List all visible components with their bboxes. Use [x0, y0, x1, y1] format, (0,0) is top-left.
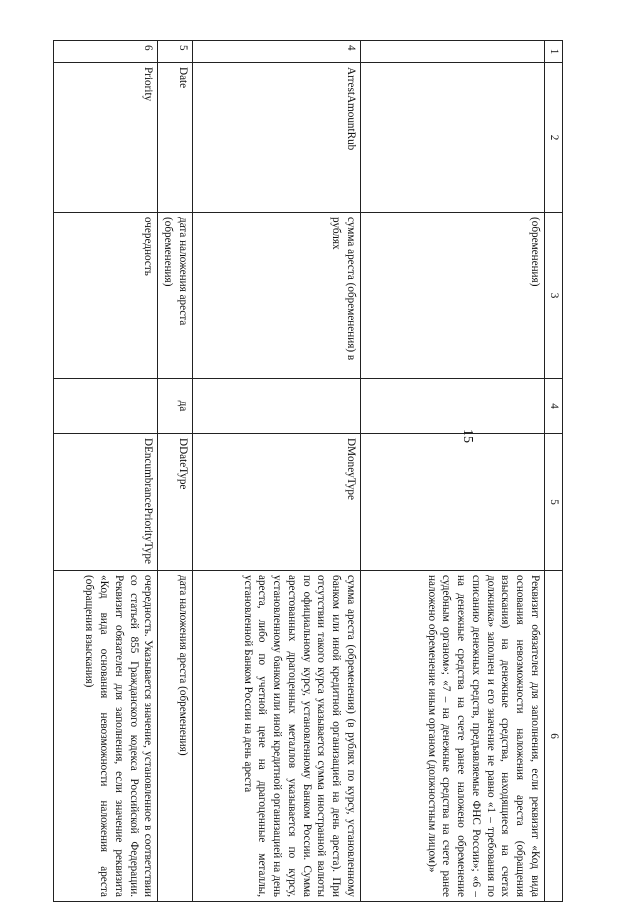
requisite-required [193, 379, 361, 434]
requisite-description: очередность [54, 213, 158, 379]
header-cell-4: 4 [545, 379, 563, 434]
header-cell-5: 5 [545, 434, 563, 571]
requisite-required [54, 379, 158, 434]
requisite-required: да [158, 379, 193, 434]
table-row [54, 41, 158, 902]
requisite-name: Date [158, 63, 193, 213]
requisite-description: сумма ареста (обременения) в рублях [193, 213, 361, 379]
header-row [545, 41, 563, 902]
requisite-description: дата наложения ареста (обременения) [158, 213, 193, 379]
requisite-type: DEncumbrancePriorityType [54, 434, 158, 571]
page-number: 15 [460, 429, 475, 443]
requisite-note: Реквизит обязателен для заполнения, если реквизит «Код вида основания невозможности наложения ареста (обращения взыскания) на денежные средства, находящиеся на счетах должника» заполнен и его значение не равно «1 – требования по списанию денежных средств, предъявляемые ФНС России»; «6 – на денежные средства на счете ранее наложено обременение судебным органом»; «7 – на денежные средства на счете ранее наложено обременение иным органом (должностным лицом)» [361, 571, 545, 902]
requisite-note: дата наложения ареста (обременения) [158, 571, 193, 902]
row-number [361, 41, 545, 63]
table-row [158, 41, 193, 902]
rotated-table-container [53, 40, 563, 902]
header-cell-6: 6 [545, 571, 563, 902]
table-row [193, 41, 361, 902]
row-number: 6 [54, 41, 158, 63]
header-cell-2: 2 [545, 63, 563, 213]
table-row [361, 41, 545, 902]
requisite-name: Priority [54, 63, 158, 213]
requisite-required [361, 379, 545, 434]
requisite-note: очередность. Указывается значение, установленное в соответствии со статьей 855 Гражданского кодекса Российской Федерации. Реквизит обязателен для заполнения, если значение реквизита «Код вида основания невозможности наложения ареста (обращения взыскания) [54, 571, 158, 902]
requisite-type [361, 434, 545, 571]
requisite-type: DDateType [158, 434, 193, 571]
row-number: 4 [193, 41, 361, 63]
requisite-name: ArrestAmountRub [193, 63, 361, 213]
header-cell-1: 1 [545, 41, 563, 63]
header-cell-3: 3 [545, 213, 563, 379]
requisite-name [361, 63, 545, 213]
requisite-type: DMoneyType [193, 434, 361, 571]
row-number: 5 [158, 41, 193, 63]
requisite-description: (обременения) [361, 213, 545, 379]
requisite-note: сумма ареста (обременения) (в рублях по курсу, установленному банком или иной кредитной организацией на день ареста). При отсутствии такого курса указывается сумма иностранной валюты по официальному курсу, установленному Банком России. Сумма арестованных драгоценных металлов указывается по курсу, установленному банком или иной кредитной организацией на день ареста, либо по учетной цене на драгоценные металлы, установленной Банком России на день ареста [193, 571, 361, 902]
requisites-table [53, 40, 563, 902]
